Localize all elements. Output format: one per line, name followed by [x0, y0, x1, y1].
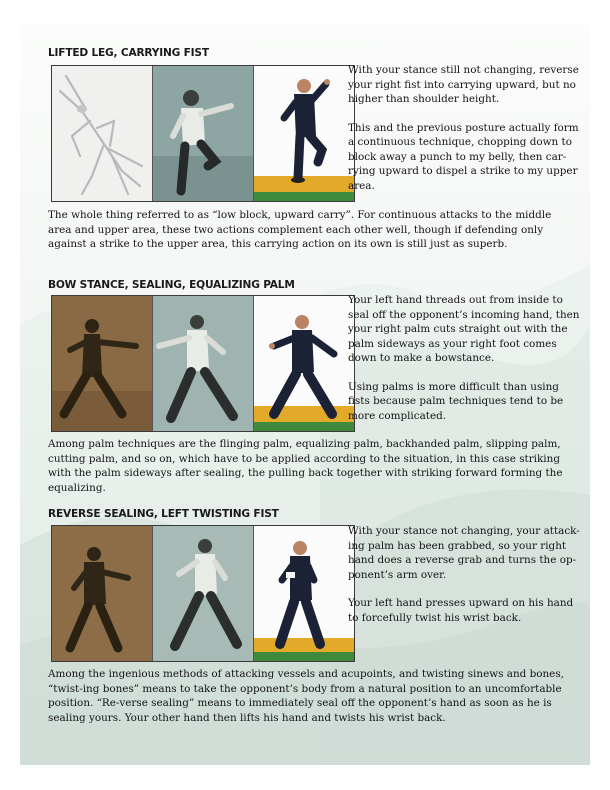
- color-photo-bow-stance: [254, 296, 354, 431]
- vintage-photo-master: [153, 526, 254, 661]
- side-text: [348, 293, 580, 437]
- photo-strip: [51, 295, 355, 432]
- photo-strip: [51, 525, 355, 662]
- paragraph: Using palms is more difficult than using fists because palm techniques tend to be more complicated.: [348, 380, 564, 422]
- paragraph: With your stance not changing, your attack-ing palm has been grabbed, so your right hand does a reverse grab and turns the op-ponent’s arm over.: [348, 525, 580, 581]
- section-heading: REVERSE SEALING, LEFT TWISTING FIST: [48, 508, 279, 520]
- side-text: [348, 63, 580, 207]
- vintage-photo-master: [153, 296, 254, 431]
- sepia-photo-master: [52, 296, 153, 431]
- color-photo-reverse-sealing: [254, 526, 354, 661]
- vintage-photo-master: [153, 66, 254, 201]
- paragraph: Your left hand presses upward on his hand to forcefully twist his wrist back.: [348, 597, 574, 624]
- paragraph: With your stance still not changing, reverse your right fist into carrying upward, but no higher than shoulder height.: [348, 64, 579, 105]
- section-heading: BOW STANCE, SEALING, EQUALIZING PALM: [48, 279, 295, 291]
- body-paragraph: Among the ingenious methods of attacking vessels and acupoints, and twisting sinews and bones, “twist-ing bones” means to take the opponent’s body from a natural position to an uncomfortable position. “Re-verse sealing” means to immediately seal off the opponent’s hand as soon as he is sealing yours. Your other hand then lifts his hand and twists his wrist back.: [48, 668, 564, 724]
- body-paragraph: The whole thing referred to as “low block, upward carry”. For continuous attacks to the middle area and upper area, these two actions complement each other well, though if defending only against a strike to the upper area, this carrying action on its own is still just as superb.: [48, 209, 552, 250]
- praying-mantis-illustration: [52, 66, 153, 201]
- page: [20, 25, 590, 765]
- photo-strip: [51, 65, 355, 202]
- section-heading: LIFTED LEG, CARRYING FIST: [48, 47, 209, 59]
- color-photo-lifted-leg: [254, 66, 354, 201]
- paragraph: Your left hand threads out from inside to seal off the opponent’s incoming hand, then your right palm cuts straight out with the palm sideways as your right foot comes down to make a bowstance.: [348, 294, 580, 364]
- side-text: [348, 524, 580, 639]
- paragraph: This and the previous posture actually form a continuous technique, chopping down to block away a punch to my belly, then car-rying upward to dispel a strike to my upper area.: [348, 121, 579, 192]
- sepia-photo-master: [52, 526, 153, 661]
- body-paragraph: Among palm techniques are the flinging palm, equalizing palm, backhanded palm, slipping palm, cutting palm, and so on, which have to be applied according to the situation, in this case striking with the palm sideways after sealing, the pulling back together with striking forward forming the equalizing.: [48, 438, 563, 494]
